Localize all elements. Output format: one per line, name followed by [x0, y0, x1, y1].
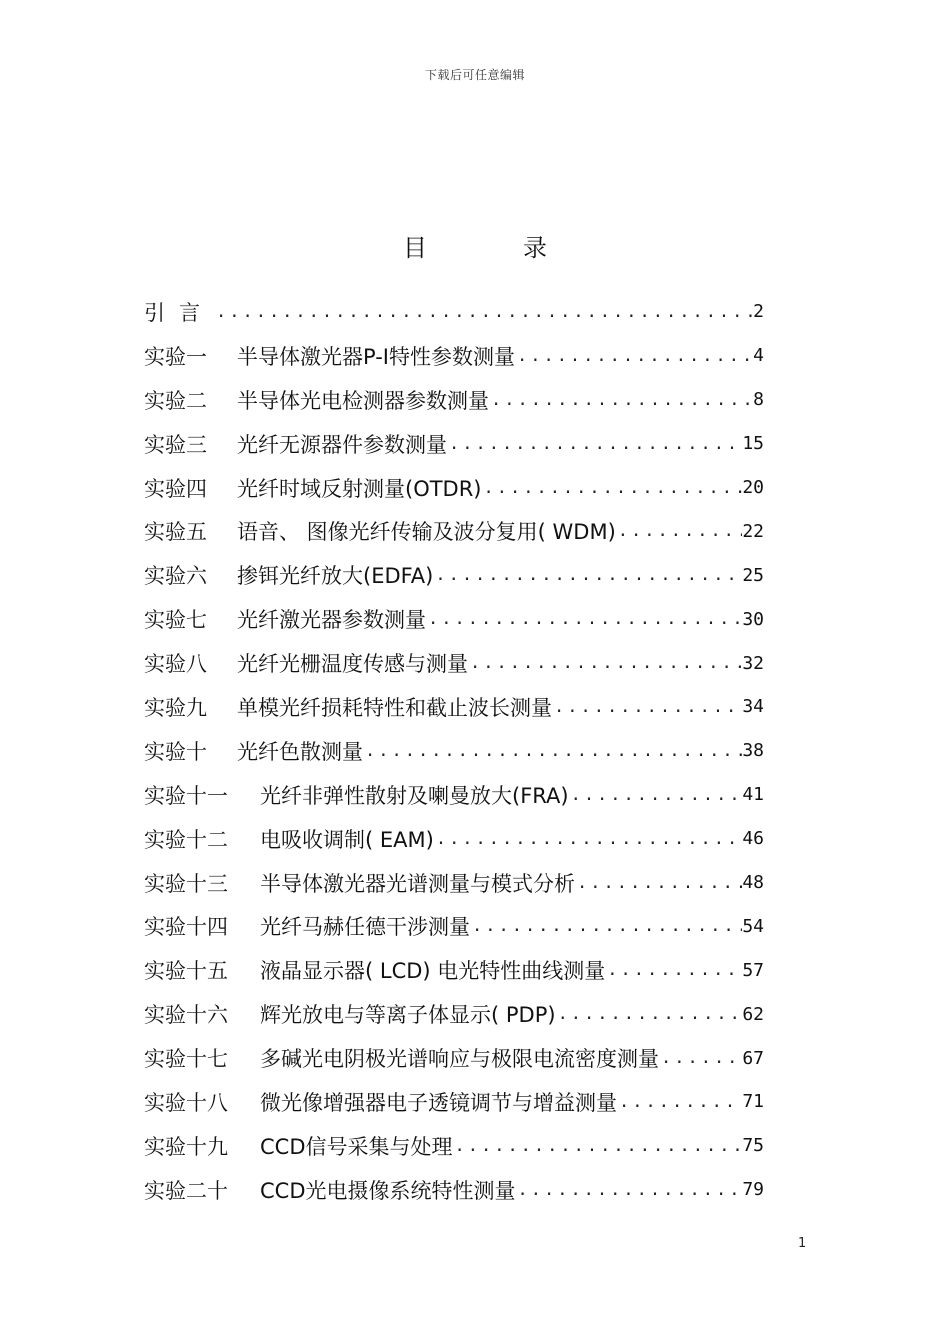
toc-entry-6[interactable]	[144, 553, 764, 597]
toc-dot-leader	[453, 1136, 743, 1156]
toc-entry-page: 34	[742, 696, 764, 718]
toc-dot-leader	[552, 697, 742, 717]
toc-entry-16[interactable]	[144, 992, 764, 1036]
toc-dot-leader	[482, 478, 743, 498]
toc-entry-page: 46	[742, 828, 764, 850]
toc-entry-title: 微光像增强器电子透镜调节与增益测量	[260, 1090, 617, 1115]
toc-entry-page: 75	[742, 1135, 764, 1157]
toc-entry-title: 掺铒光纤放大(EDFA)	[237, 564, 434, 589]
toc-entry-5[interactable]	[144, 509, 764, 553]
toc-entry-label: 实验六	[144, 564, 207, 589]
toc-entry-label: 实验一	[144, 344, 207, 369]
toc-dot-leader	[575, 873, 742, 893]
toc-dot-leader	[515, 346, 753, 366]
toc-entry-label: 实验十三	[144, 871, 228, 896]
toc-dot-leader	[468, 653, 742, 673]
toc-entry-title: 单模光纤损耗特性和截止波长测量	[237, 695, 552, 720]
toc-dot-leader	[605, 960, 742, 980]
toc-entry-title: 光纤非弹性散射及喇曼放大(FRA)	[260, 783, 569, 808]
toc-entry-label: 实验四	[144, 476, 207, 501]
toc-dot-leader	[433, 565, 742, 585]
toc-title	[0, 228, 950, 263]
toc-entry-9[interactable]	[144, 685, 764, 729]
toc-dot-leader	[569, 785, 743, 805]
toc-entry-19[interactable]	[144, 1124, 764, 1168]
toc-entry-title: 光纤色散测量	[237, 739, 363, 764]
toc-entry-label: 实验七	[144, 608, 207, 633]
toc-dot-leader	[489, 390, 753, 410]
toc-title-char-1: 目	[403, 234, 427, 262]
toc-entry-title: CCD光电摄像系统特性测量	[260, 1178, 516, 1203]
toc-entry-title: 多碱光电阴极光谱响应与极限电流密度测量	[260, 1047, 659, 1072]
toc-entry-label: 实验十二	[144, 827, 228, 852]
toc-dot-leader	[617, 1092, 742, 1112]
toc-entry-title: 光纤马赫任德干涉测量	[260, 915, 470, 940]
toc-dot-leader	[363, 741, 742, 761]
toc-entry-page: 57	[742, 959, 764, 981]
toc-entry-page: 32	[742, 652, 764, 674]
toc-entry-14[interactable]	[144, 904, 764, 948]
toc-entry-10[interactable]	[144, 729, 764, 773]
toc-entry-3[interactable]	[144, 422, 764, 466]
toc-entry-page: 30	[742, 608, 764, 630]
toc-entry-label: 实验十一	[144, 783, 228, 808]
toc-entry-label: 实验三	[144, 432, 207, 457]
toc-entry-page: 41	[742, 784, 764, 806]
toc-entry-13[interactable]	[144, 861, 764, 905]
toc-entry-1[interactable]	[144, 334, 764, 378]
toc-entry-page: 25	[742, 564, 764, 586]
toc-entry-label: 实验十九	[144, 1134, 228, 1159]
toc-entry-title: 液晶显示器( LCD) 电光特性曲线测量	[260, 959, 606, 984]
toc-dot-leader	[556, 1004, 743, 1024]
toc-entry-label: 实验十五	[144, 959, 228, 984]
toc-entry-title: 半导体激光器P-I特性参数测量	[237, 344, 515, 369]
toc-entry-page: 4	[753, 345, 764, 367]
toc-entry-title: 光纤激光器参数测量	[237, 608, 426, 633]
toc-entry-page: 54	[742, 915, 764, 937]
toc-entry-18[interactable]	[144, 1080, 764, 1124]
toc-entry-page: 67	[742, 1047, 764, 1069]
toc-entry-7[interactable]	[144, 597, 764, 641]
toc-title-char-2: 录	[523, 234, 547, 262]
toc-dot-leader	[214, 302, 753, 322]
toc-dot-leader	[447, 434, 742, 454]
toc-entry-2[interactable]	[144, 378, 764, 422]
toc-entry-label: 实验八	[144, 652, 207, 677]
toc-entry-4[interactable]	[144, 466, 764, 510]
toc-list	[144, 290, 764, 1212]
header-note: 下载后可任意编辑	[424, 68, 525, 82]
toc-entry-label: 实验十六	[144, 1003, 228, 1028]
toc-entry-page: 8	[753, 389, 764, 411]
toc-entry-intro[interactable]	[144, 290, 764, 334]
toc-dot-leader	[426, 609, 742, 629]
toc-entry-page: 22	[742, 520, 764, 542]
toc-entry-11[interactable]	[144, 773, 764, 817]
toc-entry-page: 62	[742, 1003, 764, 1025]
toc-entry-page: 48	[742, 872, 764, 894]
toc-entry-label: 实验九	[144, 695, 207, 720]
toc-entry-title: 电吸收调制( EAM)	[260, 827, 434, 852]
toc-entry-label: 实验十七	[144, 1047, 228, 1072]
toc-entry-title: 光纤光栅温度传感与测量	[237, 652, 468, 677]
toc-entry-title: 光纤无源器件参数测量	[237, 432, 447, 457]
page-number: 1	[798, 1236, 807, 1251]
toc-entry-page: 79	[742, 1179, 764, 1201]
toc-entry-title: 半导体光电检测器参数测量	[237, 388, 489, 413]
toc-dot-leader	[516, 1180, 743, 1200]
toc-entry-label: 实验十八	[144, 1090, 228, 1115]
toc-entry-page: 15	[742, 433, 764, 455]
toc-entry-title: 语音、 图像光纤传输及波分复用( WDM)	[237, 520, 616, 545]
toc-entry-title: 半导体激光器光谱测量与模式分析	[260, 871, 575, 896]
toc-dot-leader	[434, 829, 742, 849]
toc-dot-leader	[616, 521, 743, 541]
toc-entry-page: 71	[742, 1091, 764, 1113]
toc-entry-label: 实验二十	[144, 1178, 228, 1203]
toc-entry-page: 20	[742, 477, 764, 498]
toc-entry-20[interactable]	[144, 1168, 764, 1212]
toc-entry-12[interactable]	[144, 817, 764, 861]
toc-entry-label: 引言	[144, 300, 214, 325]
toc-dot-leader	[659, 1048, 742, 1068]
toc-entry-page: 38	[742, 740, 764, 762]
toc-entry-label: 实验二	[144, 388, 207, 413]
toc-entry-label: 实验十	[144, 739, 207, 764]
toc-entry-15[interactable]	[144, 948, 764, 992]
toc-entry-page: 2	[753, 301, 764, 323]
toc-entry-17[interactable]	[144, 1036, 764, 1080]
toc-entry-label: 实验十四	[144, 915, 228, 940]
toc-entry-title: CCD信号采集与处理	[260, 1134, 453, 1159]
toc-entry-label: 实验五	[144, 520, 207, 545]
toc-entry-title: 光纤时域反射测量(OTDR)	[237, 476, 482, 501]
toc-entry-title: 辉光放电与等离子体显示( PDP)	[260, 1003, 556, 1028]
toc-dot-leader	[470, 916, 742, 936]
toc-entry-8[interactable]	[144, 641, 764, 685]
